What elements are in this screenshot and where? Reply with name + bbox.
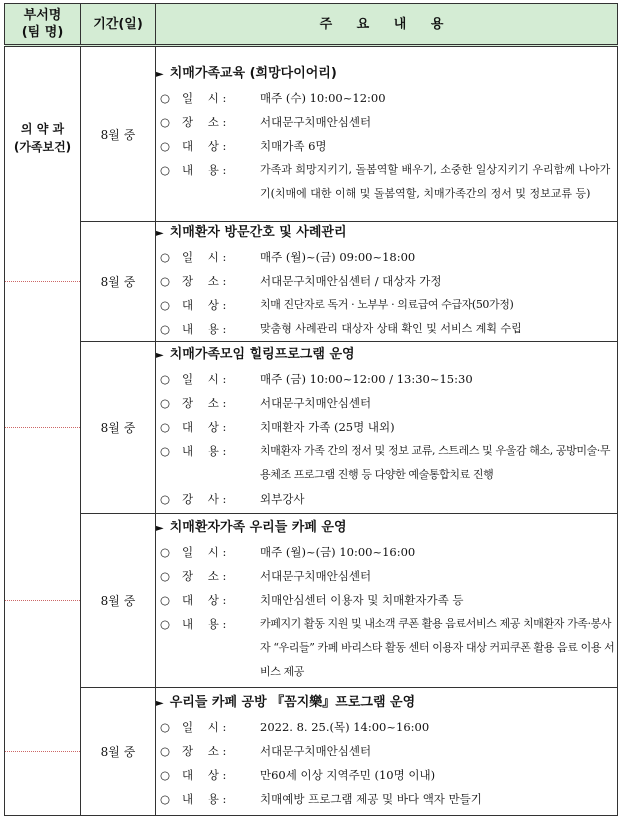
circle-bullet-icon: ○ bbox=[160, 322, 171, 336]
section-title: ► 우리들 카페 공방 『꼼지樂』프로그램 운영 bbox=[156, 695, 416, 710]
list-item: ○ 일 시 : 매주 (수) 10:00~12:00 bbox=[156, 86, 617, 110]
triangle-right-icon: ► bbox=[156, 698, 164, 709]
section-title: ► 치매가족교육 (희망다이어리) bbox=[156, 65, 337, 81]
circle-bullet-icon: ○ bbox=[160, 274, 171, 288]
period-cell: 8월 중 bbox=[81, 514, 156, 688]
circle-bullet-icon: ○ bbox=[160, 617, 171, 631]
circle-bullet-icon: ○ bbox=[160, 444, 171, 458]
period-cell: 8월 중 bbox=[81, 46, 156, 222]
triangle-right-icon: ► bbox=[156, 228, 164, 239]
content-cell bbox=[156, 222, 618, 342]
section-row bbox=[5, 688, 618, 816]
header-dept bbox=[5, 4, 81, 46]
circle-bullet-icon: ○ bbox=[160, 744, 171, 758]
circle-bullet-icon: ○ bbox=[160, 250, 171, 264]
circle-bullet-icon: ○ bbox=[160, 162, 171, 177]
list-item: ○ 대 상 : 치매가족 6명 bbox=[156, 134, 617, 158]
header-dept-text: 부서명 (팀 명) bbox=[21, 8, 64, 40]
list-item: ○ 장 소 : 서대문구치매안심센터 bbox=[156, 110, 617, 134]
circle-bullet-icon: ○ bbox=[160, 90, 171, 105]
section-row bbox=[5, 222, 618, 342]
section-row bbox=[5, 514, 618, 688]
list-item: ○ 대 상 : 치매환자 가족 (25명 내외) bbox=[156, 415, 617, 439]
circle-bullet-icon: ○ bbox=[160, 396, 171, 410]
list-item: ○ 강 사 : 외부강사 bbox=[156, 487, 617, 511]
header-row bbox=[5, 4, 618, 46]
schedule-table bbox=[4, 3, 618, 816]
list-item: ○ 장 소 : 서대문구치매안심센터 bbox=[156, 391, 617, 415]
section-row bbox=[5, 46, 618, 222]
circle-bullet-icon: ○ bbox=[160, 720, 171, 734]
list-item: ○ 장 소 : 서대문구치매안심센터 bbox=[156, 739, 617, 763]
list-item: ○ 내 용 : 맞춤형 사례관리 대상자 상태 확인 및 서비스 계획 수립 bbox=[156, 317, 617, 341]
list-item: ○ 내 용 : 치매예방 프로그램 제공 및 바다 액자 만들기 bbox=[156, 787, 617, 811]
circle-bullet-icon: ○ bbox=[160, 569, 171, 583]
list-item: ○ 대 상 : 치매 진단자로 독거 · 노부부 · 의료급여 수급자(50가정) bbox=[156, 293, 617, 317]
header-content: 주 요 내 용 bbox=[156, 4, 618, 46]
content-cell bbox=[156, 46, 618, 222]
list-item: ○ 일 시 : 매주 (월)~(금) 10:00~16:00 bbox=[156, 540, 617, 564]
triangle-right-icon: ► bbox=[156, 350, 164, 361]
content-cell bbox=[156, 514, 618, 688]
section-row bbox=[5, 342, 618, 514]
dept-team: (가족보건) bbox=[13, 140, 72, 155]
list-item: ○ 대 상 : 치매안심센터 이용자 및 치매환자가족 등 bbox=[156, 588, 617, 612]
circle-bullet-icon: ○ bbox=[160, 593, 171, 607]
period-cell: 8월 중 bbox=[81, 688, 156, 816]
header-period: 기간(일) bbox=[81, 4, 156, 46]
content-cell bbox=[156, 342, 618, 514]
section-title: ► 치매환자 방문간호 및 사례관리 bbox=[156, 225, 347, 240]
list-item: ○ 대 상 : 만60세 이상 지역주민 (10명 이내) bbox=[156, 763, 617, 787]
list-item: ○ 일 시 : 매주 (월)~(금) 09:00~18:00 bbox=[156, 245, 617, 269]
dept-cell-empty bbox=[5, 342, 81, 514]
dept-cell bbox=[5, 46, 81, 222]
list-item: ○ 내 용 : 치매환자 가족 간의 정서 및 정보 교류, 스트레스 및 우울감 해소, 공방미술·무용체조 프로그램 진행 등 다양한 예술통합치료 진행 bbox=[156, 439, 617, 487]
dept-cell-empty bbox=[5, 222, 81, 342]
content-cell bbox=[156, 688, 618, 816]
circle-bullet-icon: ○ bbox=[160, 792, 171, 806]
triangle-right-icon: ► bbox=[156, 523, 164, 534]
circle-bullet-icon: ○ bbox=[160, 372, 171, 386]
list-item: ○ 일 시 : 2022. 8. 25.(목) 14:00~16:00 bbox=[156, 715, 617, 739]
list-item: ○ 내 용 : 카페지기 활동 지원 및 내소객 쿠폰 활용 음료서비스 제공 치매환자 가족·봉사자 “우리들” 카페 바리스타 활동 센터 이용자 대상 커피쿠폰 활용 음료 이용 서비스 제공 bbox=[156, 612, 617, 684]
list-item: ○ 일 시 : 매주 (금) 10:00~12:00 / 13:30~15:30 bbox=[156, 367, 617, 391]
section-title: ► 치매가족모임 힐링프로그램 운영 bbox=[156, 347, 355, 362]
period-cell: 8월 중 bbox=[81, 342, 156, 514]
circle-bullet-icon: ○ bbox=[160, 492, 171, 506]
list-item: ○ 장 소 : 서대문구치매안심센터 bbox=[156, 564, 617, 588]
list-item: ○ 내 용 : 가족과 희망지키기, 돌봄역할 배우기, 소중한 일상지키기 우리함께 나아가기(치매에 대한 이해 및 돌봄역할, 치매가족간의 정서 및 정보교류 등) bbox=[156, 158, 617, 206]
circle-bullet-icon: ○ bbox=[160, 298, 171, 312]
triangle-right-icon: ► bbox=[156, 68, 164, 80]
list-item: ○ 장 소 : 서대문구치매안심센터 / 대상자 가정 bbox=[156, 269, 617, 293]
circle-bullet-icon: ○ bbox=[160, 114, 171, 129]
period-cell: 8월 중 bbox=[81, 222, 156, 342]
dept-name: 의 약 과 bbox=[20, 122, 65, 137]
dept-cell-empty bbox=[5, 514, 81, 688]
circle-bullet-icon: ○ bbox=[160, 768, 171, 782]
circle-bullet-icon: ○ bbox=[160, 138, 171, 153]
section-title: ► 치매환자가족 우리들 카페 운영 bbox=[156, 520, 347, 535]
circle-bullet-icon: ○ bbox=[160, 545, 171, 559]
circle-bullet-icon: ○ bbox=[160, 420, 171, 434]
dept-cell-empty bbox=[5, 688, 81, 816]
